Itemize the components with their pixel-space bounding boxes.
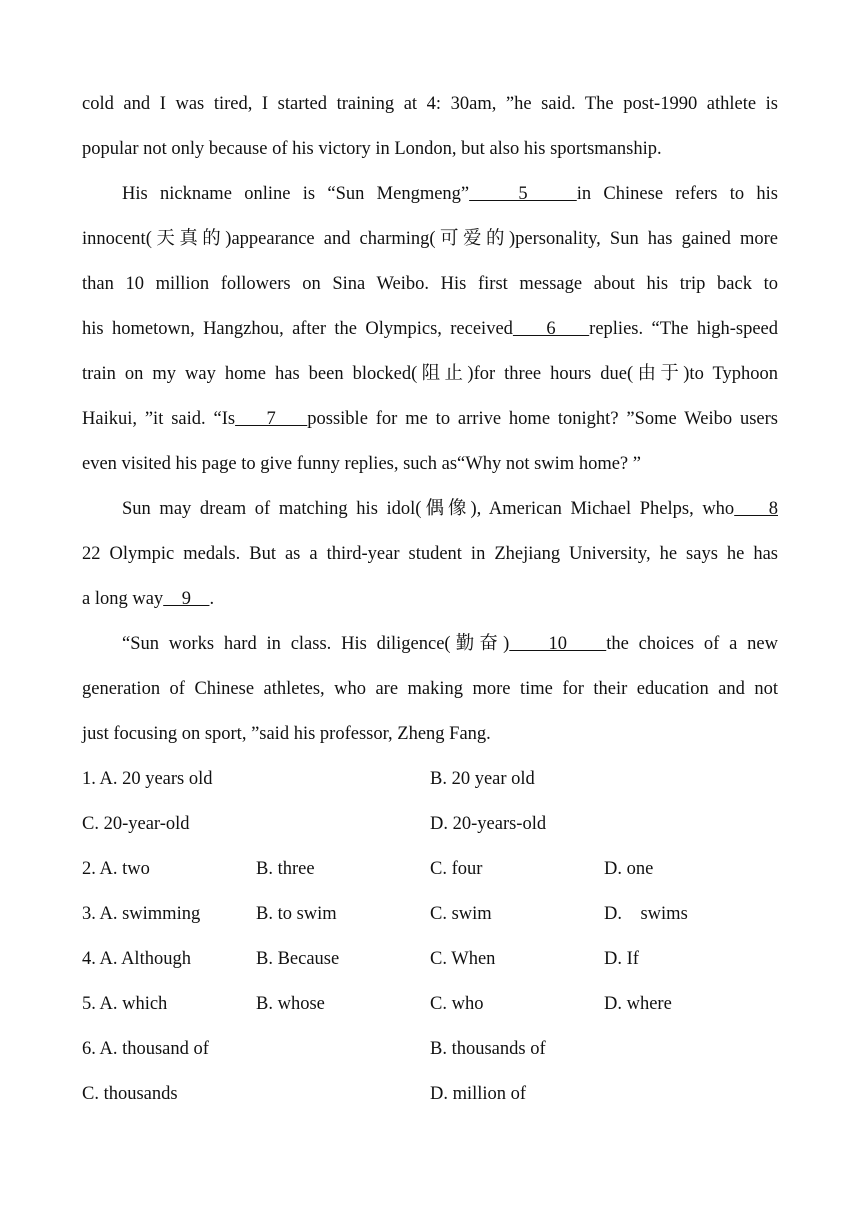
passage-line: innocent(天真的)appearance and charming(可爱的)personality, Sun has gained more bbox=[82, 229, 778, 249]
passage-line: a long way 9 . bbox=[82, 589, 215, 609]
passage-line: His nickname online is “Sun Mengmeng” 5 in Chinese refers to his bbox=[122, 184, 779, 204]
option[interactable]: D. one bbox=[604, 859, 654, 879]
question-6-options bbox=[82, 1027, 778, 1072]
option[interactable]: D. swims bbox=[604, 904, 688, 924]
option[interactable]: 1. A. 20 years old bbox=[82, 769, 213, 789]
option[interactable]: B. Because bbox=[256, 949, 340, 969]
question-1-options bbox=[82, 802, 778, 847]
option[interactable]: D. If bbox=[604, 949, 639, 969]
option[interactable]: B. whose bbox=[256, 994, 325, 1014]
question-4-options bbox=[82, 937, 778, 982]
question-2-options bbox=[82, 847, 778, 892]
question-5-options bbox=[82, 982, 778, 1027]
blank-5[interactable]: 5 bbox=[469, 184, 577, 204]
passage-line: “Sun works hard in class. His diligence(勤奋) 10 the choices of a new bbox=[122, 634, 778, 654]
passage-line: generation of Chinese athletes, who are making more time for their education and not bbox=[82, 679, 778, 699]
option[interactable]: D. million of bbox=[430, 1084, 527, 1104]
option[interactable]: C. swim bbox=[430, 904, 492, 924]
option[interactable]: B. thousands of bbox=[430, 1039, 546, 1059]
passage-line: even visited his page to give funny replies, such as“Why not swim home? ” bbox=[82, 454, 641, 474]
option[interactable]: C. four bbox=[430, 859, 483, 879]
blank-8[interactable]: 8 bbox=[734, 499, 778, 519]
passage-line: train on my way home has been blocked(阻止)for three hours due(由于)to Typhoon bbox=[82, 364, 778, 384]
option[interactable]: C. who bbox=[430, 994, 484, 1014]
option[interactable]: 6. A. thousand of bbox=[82, 1039, 209, 1059]
passage-line: cold and I was tired, I started training at 4: 30am, ”he said. The post-1990 athlete is bbox=[82, 94, 778, 114]
option[interactable]: 5. A. which bbox=[82, 994, 168, 1014]
option[interactable]: D. where bbox=[604, 994, 672, 1014]
question-1-options bbox=[82, 757, 778, 802]
blank-10[interactable]: 10 bbox=[509, 634, 607, 654]
option[interactable]: B. to swim bbox=[256, 904, 337, 924]
question-3-options bbox=[82, 892, 778, 937]
passage-line: Sun may dream of matching his idol(偶像), American Michael Phelps, who 8 bbox=[122, 499, 778, 519]
option[interactable]: 4. A. Although bbox=[82, 949, 191, 969]
option[interactable]: C. thousands bbox=[82, 1084, 178, 1104]
passage-line: Haikui, ”it said. “Is 7 possible for me to arrive home tonight? ”Some Weibo users bbox=[82, 409, 779, 429]
option[interactable]: 3. A. swimming bbox=[82, 904, 201, 924]
blank-9[interactable]: 9 bbox=[163, 589, 210, 609]
blank-7[interactable]: 7 bbox=[235, 409, 308, 429]
option[interactable]: 2. A. two bbox=[82, 859, 150, 879]
passage-line: 22 Olympic medals. But as a third-year student in Zhejiang University, he says he has bbox=[82, 544, 778, 564]
passage-line: his hometown, Hangzhou, after the Olympics, received 6 replies. “The high-speed bbox=[82, 319, 779, 339]
option[interactable]: B. three bbox=[256, 859, 315, 879]
question-6-options bbox=[82, 1072, 778, 1117]
passage-line: popular not only because of his victory in London, but also his sportsmanship. bbox=[82, 139, 662, 159]
option[interactable]: C. When bbox=[430, 949, 496, 969]
option[interactable]: B. 20 year old bbox=[430, 769, 535, 789]
option[interactable]: C. 20-year-old bbox=[82, 814, 190, 834]
passage-line: just focusing on sport, ”said his professor, Zheng Fang. bbox=[82, 724, 491, 744]
document-page bbox=[82, 82, 778, 1117]
passage-line: than 10 million followers on Sina Weibo. His first message about his trip back to bbox=[82, 274, 778, 294]
blank-6[interactable]: 6 bbox=[512, 319, 590, 339]
option[interactable]: D. 20-years-old bbox=[430, 814, 547, 834]
